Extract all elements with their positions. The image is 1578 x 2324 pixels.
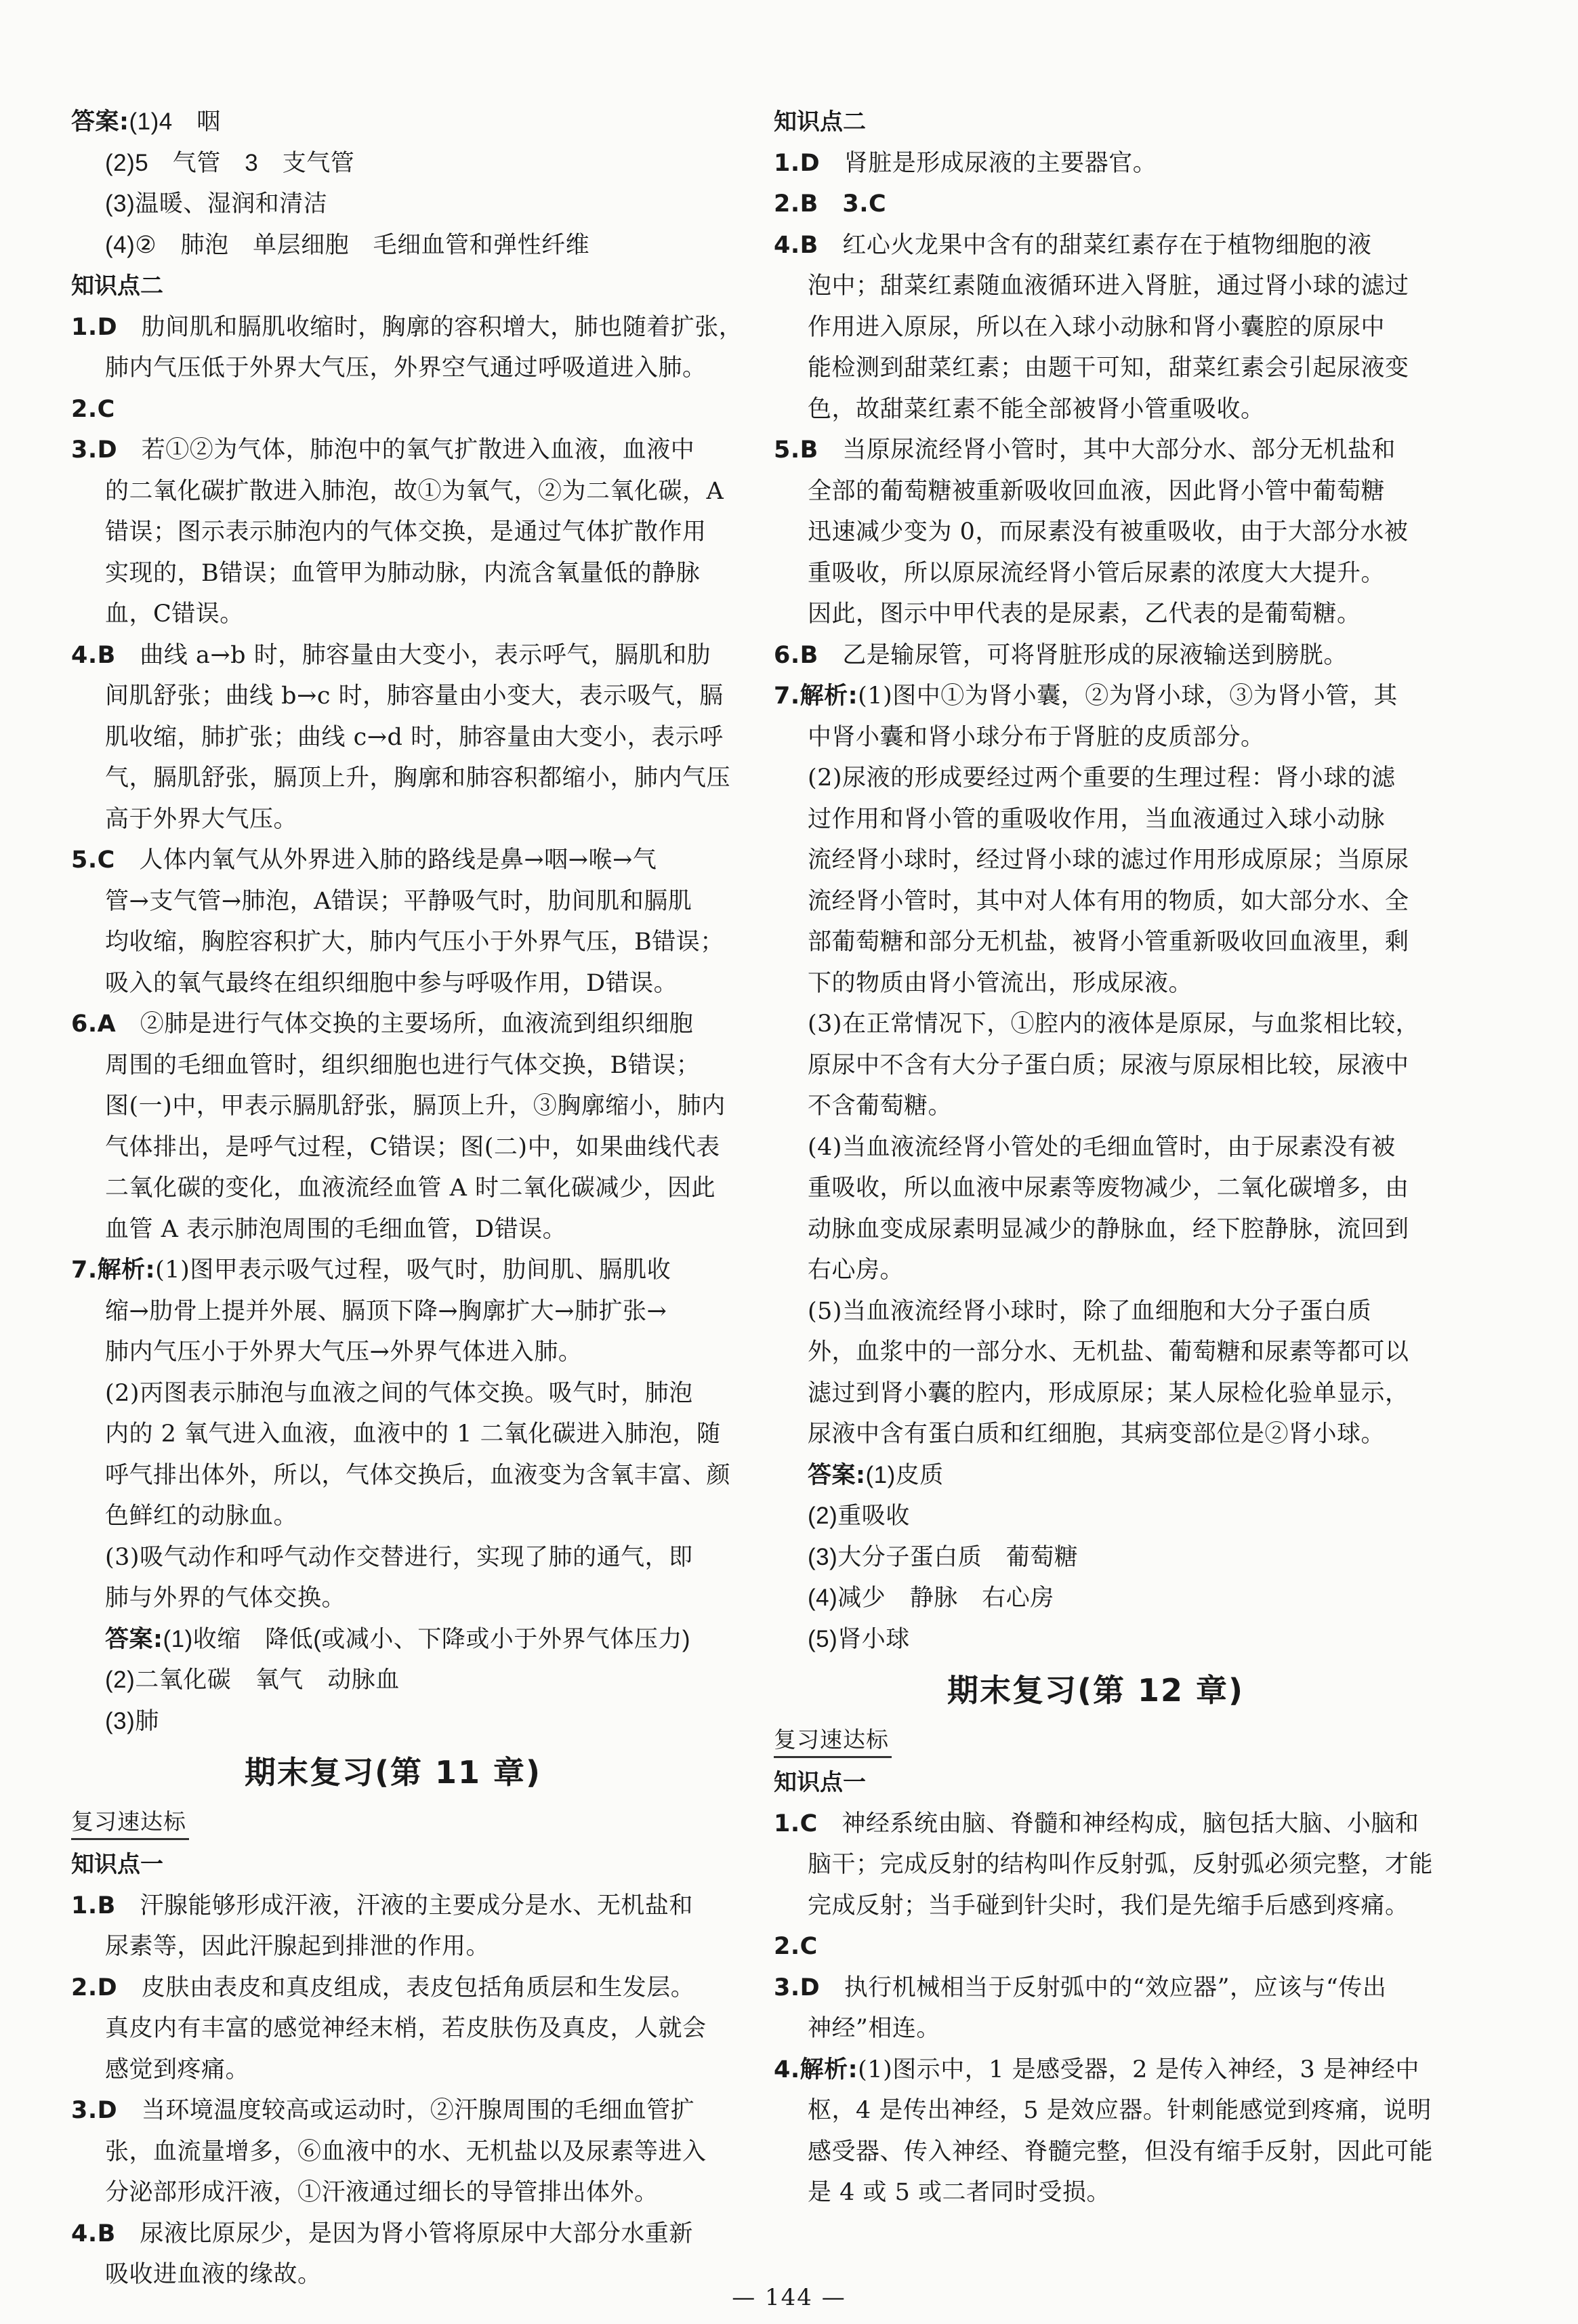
question-item: 3.D 若①②为气体，肺泡中的氧气扩散进入血液，血液中 的二氧化碳扩散进入肺泡，故①为氧气，②为二氧化碳，A 错误；图示表示肺泡内的气体交换，是通过气体扩散作用 实现的，B错误；血管甲为肺动脉，内流含氧量低的静脉 血，C错误。 — [71, 436, 724, 628]
question-item: 6.B 乙是输尿管，可将肾脏形成的尿液输送到膀胱。 — [774, 641, 1348, 669]
chapter-title: 期末复习(第 12 章) — [947, 1672, 1245, 1709]
question-item: 4.B 曲线 a→b 时，肺容量由大变小，表示呼气，膈肌和肋 间肌舒张；曲线 b→c 时，肺容量由小变大，表示吸气，膈 肌收缩，肺扩张；曲线 c→d 时，肺容量由大变小，表示呼 气，膈肌舒张，膈顶上升，胸廓和肺容积都缩小，肺内气压 高于外界大气压。 — [71, 641, 731, 833]
left-column — [71, 102, 743, 2296]
answer-line: (2)重吸收 — [808, 1503, 910, 1529]
question-item: 6.A ②肺是进行气体交换的主要场所，血液流到组织细胞 周围的毛细血管时，组织细胞也进行气体交换，B错误； 图(一)中，甲表示膈肌舒张，膈顶上升，③胸廓缩小，肺内 气体排出，是呼气过程，C错误；图(二)中，如果曲线代表 二氧化碳的变化，血液流经血管 A 时二氧化碳减少，因此 血管 A 表示肺泡周围的毛细血管，D错误。 — [71, 1011, 726, 1243]
answer-line: (2)二氧化碳 氧气 动脉血 — [105, 1667, 400, 1693]
answer-line: (2)5 气管 3 支气管 — [105, 149, 355, 176]
answer-line: 答案:(1)收缩 降低(或减小、下降或小于外界气体压力) — [105, 1625, 691, 1653]
answer-line: 答案:(1)4 咽 — [71, 108, 221, 136]
section-heading: 知识点一 — [71, 1851, 163, 1878]
answer-line: (4)② 肺泡 单层细胞 毛细血管和弹性纤维 — [105, 231, 590, 258]
answer-line: (3)大分子蛋白质 葡萄糖 — [808, 1543, 1079, 1570]
question-item: 2.C — [774, 1933, 818, 1960]
question-item: 1.C 神经系统由脑、脊髓和神经构成，脑包括大脑、小脑和 脑干；完成反射的结构叫作反射弧，反射弧必须完整，才能 完成反射；当手碰到针尖时，我们是先缩手后感到疼痛。 — [774, 1810, 1434, 1919]
question-item: 2.B 3.C — [774, 190, 887, 218]
question-item: 1.B 汗腺能够形成汗液，汗液的主要成分是水、无机盐和 尿素等，因此汗腺起到排泄的作用。 — [71, 1892, 693, 1960]
subsection-label: 复习速达标 — [774, 1725, 892, 1758]
section-heading: 知识点二 — [774, 108, 866, 136]
question-item: 4.解析:(1)图示中，1 是感受器，2 是传入神经，3 是神经中 枢，4 是传出神经，5 是效应器。针刺能感觉到疼痛，说明 感受器、传入神经、脊髓完整，但没有缩手反射，因此可能 是 4 或 5 或二者同时受损。 — [774, 2056, 1434, 2206]
answer-line: (4)减少 静脉 右心房 — [808, 1585, 1054, 1611]
page-number: — 144 — — [732, 2284, 846, 2311]
question-item: 7.解析:(1)图甲表示吸气过程，吸气时，肋间肌、膈肌收 缩→肋骨上提并外展、膈顶下降→胸廓扩大→肺扩张→ 肺内气压小于外界大气压→外界气体进入肺。 (2)丙图表示肺泡与血液之间的气体交换。吸气时，肺泡 内的 2 氧气进入血液，血液中的 1 二氧化碳进入肺泡，随 呼气排出体外，所以，气体交换后，血液变为含氧丰富、颜 色鲜红的动脉血。 (3)吸气动作和呼气动作交替进行，实现了肺的通气，即 肺与外界的气体交换。 答案:(1)收缩 降低(或减小、下降或小于外界气体压力) (2)二氧化碳 氧气 动脉血 (3)肺 — [71, 1250, 715, 1742]
question-item: 5.B 当原尿流经肾小管时，其中大部分水、部分无机盐和 全部的葡萄糖被重新吸收回血液，因此肾小管中葡萄糖 迅速减少变为 0，而尿素没有被重吸收，由于大部分水被 重吸收，所以原尿流经肾小管后尿素的浓度大大提升。 因此，图示中甲代表的是尿素，乙代表的是葡萄糖。 — [774, 436, 1409, 628]
question-item: 5.C 人体内氧气从外界进入肺的路线是鼻→咽→喉→气 管→支气管→肺泡，A错误；平静吸气时，肋间肌和膈肌 均收缩，胸腔容积扩大，肺内气压小于外界气压，B错误； 吸入的氧气最终在组织细胞中参与呼吸作用，D错误。 — [71, 847, 724, 997]
question-item: 7.解析:(1)图中①为肾小囊，②为肾小球，③为肾小管，其 中肾小囊和肾小球分布于肾脏的皮质部分。 (2)尿液的形成要经过两个重要的生理过程：肾小球的滤 过作用和肾小管的重吸收作用，当血液通过入球小动脉 流经肾小球时，经过肾小球的滤过作用形成原尿；当原尿 流经肾小管时，其中对人体有用的物质，如大部分水、全 部葡萄糖和部分无机盐，被肾小管重新吸收回血液里，剩 下的物质由肾小管流出，形成尿液。 (3)在正常情况下，①腔内的液体是原尿，与血浆相比较， 原尿中不含有大分子蛋白质；尿液与原尿相比较，尿液中 不含葡萄糖。 (4)当血液流经肾小管处的毛细血管时，由于尿素没有被 重吸收，所以血液中尿素等废物减少，二氧化碳增多，由 动脉血变成尿素明显减少的静脉血，经下腔静脉，流回到 右心房。 (5)当血液流经肾小球时，除了血细胞和大分子蛋白质 外，血浆中的一部分水、无机盐、葡萄糖和尿素等都可以 滤过到肾小囊的腔内，形成原尿；某人尿检化验单显示， 尿液中含有蛋白质和红细胞，其病变部位是②肾小球。 答案:(1)皮质 (2)重吸收 (3)大分子蛋白质 葡萄糖 (4)减少 静脉 右心房 (5)肾小球 — [774, 676, 1417, 1660]
chapter-title: 期末复习(第 11 章) — [244, 1754, 542, 1791]
answer-line: (5)肾小球 — [808, 1625, 910, 1652]
question-item: 2.C — [71, 395, 115, 423]
question-item: 2.D 皮肤由表皮和真皮组成，表皮包括角质层和生发层。 真皮内有丰富的感觉神经末梢，若皮肤伤及真皮，人就会 感觉到疼痛。 — [71, 1974, 707, 2083]
question-item: 4.B 红心火龙果中含有的甜菜红素存在于植物细胞的液 泡中；甜菜红素随血液循环进入肾脏，通过肾小球的滤过 作用进入原尿，所以在入球小动脉和肾小囊腔的原尿中 能检测到甜菜红素；由题干可知，甜菜红素会引起尿液变 色，故甜菜红素不能全部被肾小管重吸收。 — [774, 231, 1409, 423]
answer-line: (3)温暖、湿润和清洁 — [105, 190, 328, 217]
answer-line: (3)肺 — [105, 1707, 159, 1734]
section-heading: 知识点二 — [71, 272, 163, 300]
subsection-label: 复习速达标 — [71, 1807, 189, 1840]
question-item: 1.D 肾脏是形成尿液的主要器官。 — [774, 149, 1157, 177]
question-item: 3.D 当环境温度较高或运动时，②汗腺周围的毛细血管扩 张，血流量增多，⑥血液中的水、无机盐以及尿素等进入 分泌部形成汗液，①汗液通过细长的导管排出体外。 — [71, 2097, 707, 2206]
question-item: 3.D 执行机械相当于反射弧中的“效应器”，应该与“传出 神经”相连。 — [774, 1974, 1387, 2042]
right-column — [774, 102, 1434, 2214]
answer-line: 答案:(1)皮质 — [808, 1461, 944, 1489]
question-item: 1.D 肋间肌和膈肌收缩时，胸廓的容积增大，肺也随着扩张， 肺内气压低于外界大气压，外界空气通过呼吸道进入肺。 — [71, 313, 743, 382]
question-item: 4.B 尿液比原尿少，是因为肾小管将原尿中大部分水重新 吸收进血液的缘故。 — [71, 2220, 693, 2288]
section-heading: 知识点一 — [774, 1769, 866, 1796]
